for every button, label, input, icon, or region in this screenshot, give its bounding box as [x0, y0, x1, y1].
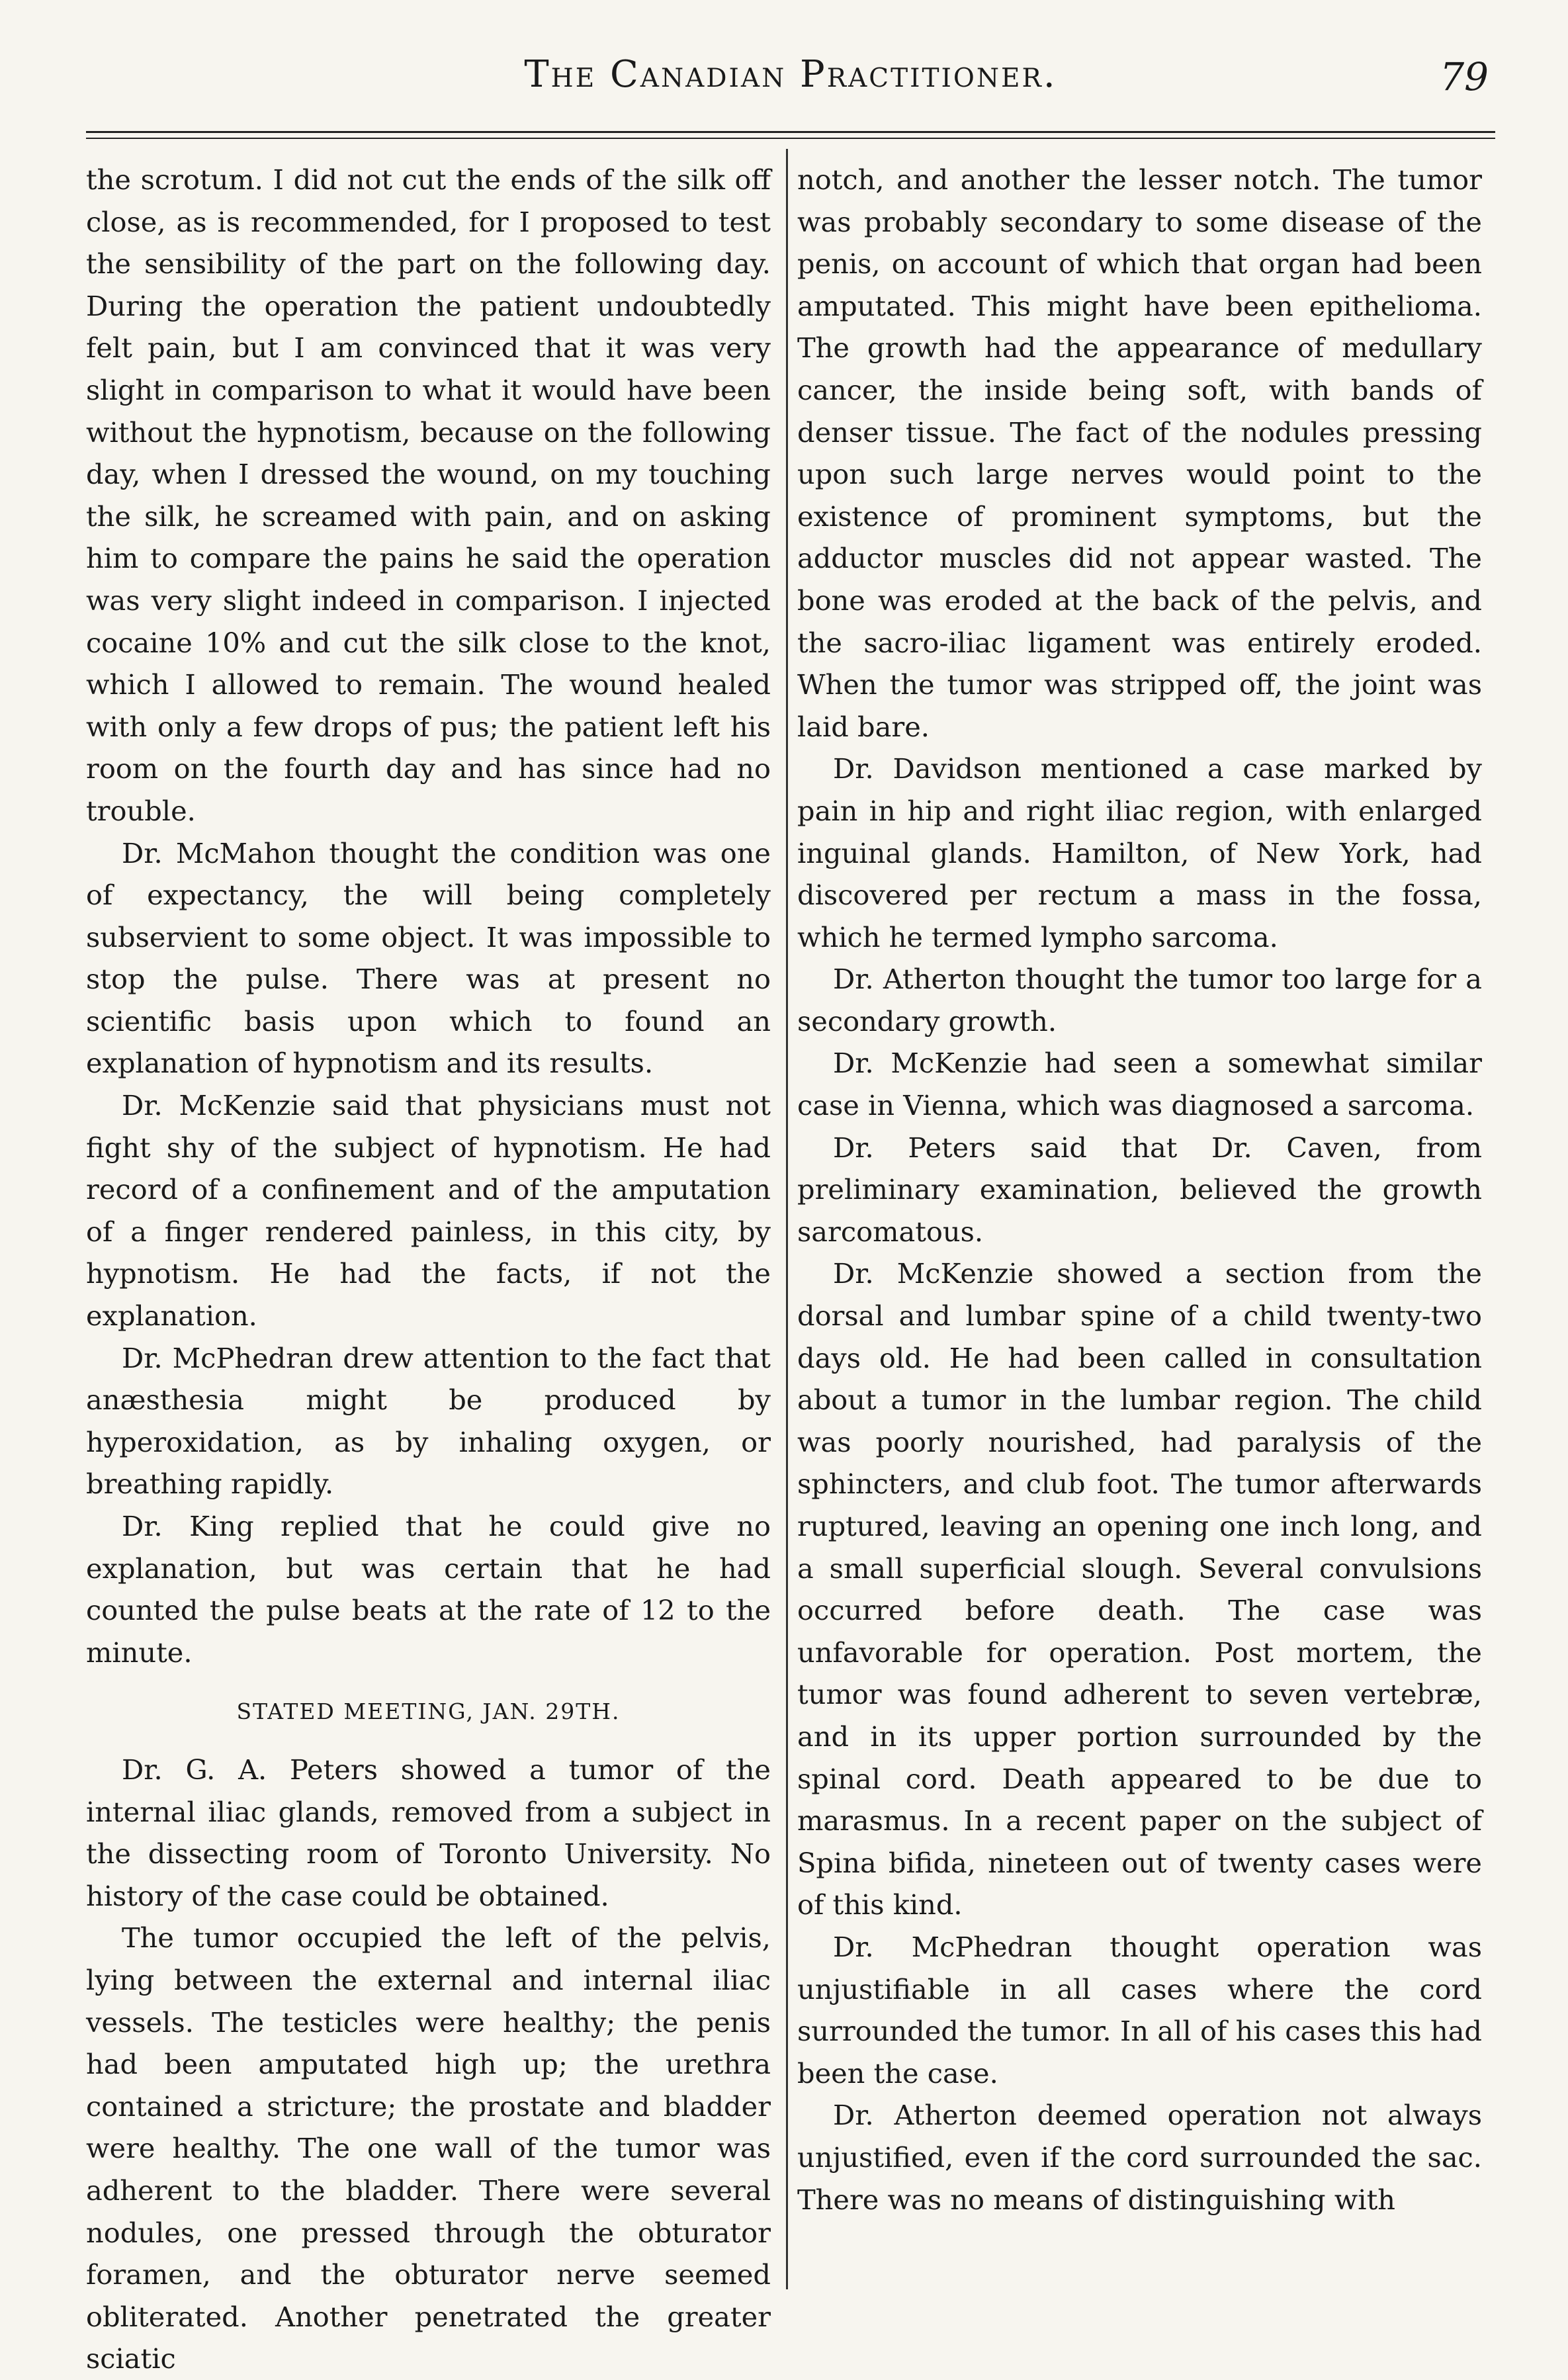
paragraph: Dr. Peters said that Dr. Caven, from preliminary examination, believed the growth sarcomatous.: [797, 1131, 1482, 1248]
paragraph: Dr. Davidson mentioned a case marked by pain in hip and right iliac region, with enlarged inguinal glands. Hamilton, of New York, had discovered per rectum a mass in the fossa, which he termed lympho sarcoma.: [797, 752, 1482, 953]
paragraph: Dr. McKenzie had seen a somewhat similar case in Vienna, which was diagnosed a sarcoma.: [797, 1047, 1482, 1122]
right-column: [797, 159, 1482, 2276]
paragraph: Dr. Atherton thought the tumor too large for a secondary growth.: [797, 963, 1482, 1037]
paragraph: Dr. McKenzie showed a section from the dorsal and lumbar spine of a child twenty-two days old. He had been called in consultation about a tumor in the lumbar region. The child was poorly nourished, had paralysis of the sphincters, and club foot. The tumor afterwards ruptured, leaving an opening one inch long, and a small superficial slough. Several convulsions occurred before death. The case was unfavorable for operation. Post mortem, the tumor was found adherent to seven vertebræ, and in its upper portion surrounded by the spinal cord. Death appeared to be due to marasmus. In a recent paper on the subject of Spina bifida, nineteen out of twenty cases were of this kind.: [797, 1257, 1482, 1921]
paragraph: Dr. McKenzie said that physicians must not fight shy of the subject of hypnotism. He had record of a confinement and of the amputation of a finger rendered painless, in this city, by hypnotism. He had the facts, if not the explanation.: [86, 1089, 771, 1333]
header-rule-bottom: [86, 138, 1495, 139]
paragraph: Dr. King replied that he could give no explanation, but was certain that he had counted the pulse beats at the rate of 12 to the minute.: [86, 1510, 771, 1669]
paragraph: notch, and another the lesser notch. The tumor was probably secondary to some disease of the penis, on account of which that organ had been amputated. This might have been epithelioma. The growth had the appearance of medullary cancer, the inside being soft, with bands of denser tissue. The fact of the nodules pressing upon such large nerves would point to the existence of prominent symptoms, but the adductor muscles did not appear wasted. The bone was eroded at the back of the pelvis, and the sacro-iliac ligament was entirely eroded. When the tumor was stripped off, the joint was laid bare.: [797, 163, 1482, 743]
paragraph: Dr. McPhedran drew attention to the fact that anæsthesia might be produced by hyperoxidation, as by inhaling oxygen, or breathing rapidly.: [86, 1341, 771, 1501]
paragraph: Dr. Atherton deemed operation not always unjustified, even if the cord surrounded the sac. There was no means of distinguishing with: [797, 2099, 1482, 2216]
paragraph: Dr. G. A. Peters showed a tumor of the internal iliac glands, removed from a subject in the dissecting room of Toronto University. No history of the case could be obtained.: [86, 1753, 771, 1912]
paragraph: The tumor occupied the left of the pelvis, lying between the external and internal iliac vessels. The testicles were healthy; the penis had been amputated high up; the urethra contained a stricture; the prostate and bladder were healthy. The one wall of the tumor was adherent to the bladder. There were several nodules, one pressed through the obturator foramen, and the obturator nerve seemed obliterated. Another penetrated the greater sciatic: [86, 1921, 771, 2375]
page-number: 79: [1440, 54, 1489, 99]
page-header: [86, 46, 1495, 126]
section-heading: STATED MEETING, JAN. 29TH.: [236, 1698, 621, 1725]
paragraph: Dr. McMahon thought the condition was one of expectancy, the will being completely subservient to some object. It was impossible to stop the pulse. There was at present no scientific basis upon which to found an explanation of hypnotism and its results.: [86, 836, 771, 1080]
paragraph: Dr. McPhedran thought operation was unjustifiable in all cases where the cord surrounded the tumor. In all of his cases this had been the case.: [797, 1930, 1482, 2090]
left-column: [86, 159, 771, 2375]
paragraph: the scrotum. I did not cut the ends of the silk off close, as is recommended, for I proposed to test the sensibility of the part on the following day. During the operation the patient undoubtedly felt pain, but I am convinced that it was very slight in comparison to what it would have been without the hypnotism, because on the following day, when I dressed the wound, on my touching the silk, he screamed with pain, and on asking him to compare the pains he said the operation was very slight indeed in comparison. I injected cocaine 10% and cut the silk close to the knot, which I allowed to remain. The wound healed with only a few drops of pus; the patient left his room on the fourth day and has since had no trouble.: [86, 163, 771, 827]
running-title: The Canadian Practitioner.: [524, 53, 1057, 96]
column-divider: [786, 149, 788, 2289]
header-rule-top: [86, 131, 1495, 133]
